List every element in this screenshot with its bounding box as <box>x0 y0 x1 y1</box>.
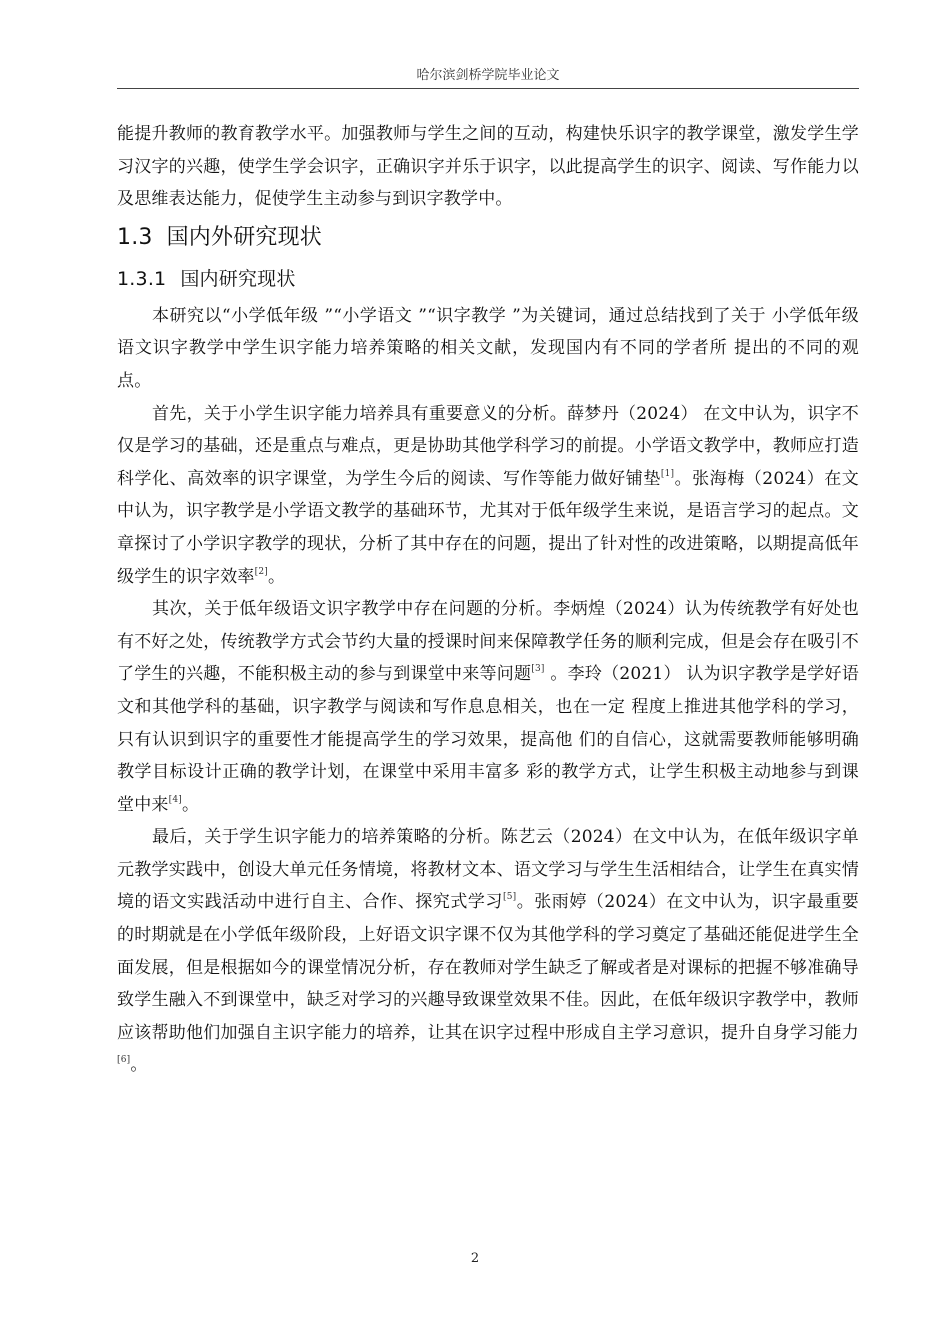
page-number: 2 <box>470 1251 480 1266</box>
paragraph-first-text-b: 。张海梅（2024）在文中认为，识字教学是小学语文教学的基础环节，尤其对于低年级学生来说，是语言学习的起点。文章探讨了小学识字教学的现状，分析了其中存在的问题，提出了针对性的改进策略，以期提高低年级学生的识字效率 <box>117 468 859 587</box>
page-body <box>117 118 859 1082</box>
header-rule <box>117 88 859 89</box>
paragraph-intro: 本研究以“小学低年级 ”“小学语文 ”“识字教学 ”为关键词，通过总结找到了关于 小学低年级语文识字教学中学生识字能力培养策略的相关文献，发现国内有不同的学者所 提出的不同的观点。 <box>117 305 859 391</box>
running-header: 哈尔滨剑桥学院毕业论文 <box>416 68 560 83</box>
section-title: 国内外研究现状 <box>166 224 322 250</box>
subsection-number: 1.3.1 <box>117 267 167 290</box>
citation-5: [5] <box>502 892 517 903</box>
section-heading-1-3 <box>117 220 859 256</box>
paragraph-final-text-a: 最后，关于学生识字能力的培养策略的分析。陈艺云（2024）在文中认为，在低年级识字单元教学实践中，创设大单元任务情境，将教材文本、语文学习与学生生活相结合，让学生在真实情境的语文实践活动中进行自主、合作、探究式学习 <box>117 827 859 913</box>
citation-1: [1] <box>660 468 675 479</box>
citation-3: [3] <box>531 664 545 675</box>
section-number: 1.3 <box>117 224 153 250</box>
citation-6: [6] <box>117 1055 131 1066</box>
paragraph-second-text-a: 其次，关于低年级语文识字教学中存在问题的分析。李炳煌（2024）认为传统教学有好处也有不好之处，传统教学方式会节约大量的授课时间来保障教学任务的顺利完成，但是会存在吸引不了学生的兴趣，不能积极主动的参与到课堂中来等问题 <box>117 599 859 685</box>
paragraph-first-text-c: 。 <box>267 566 286 587</box>
paragraph-first-text-a: 首先，关于小学生识字能力培养具有重要意义的分析。薛梦丹（2024） 在文中认为，识字不仅是学习的基础，还是重点与难点，更是协助其他学科学习的前提。小学语文教学中，教师应打造科学化、高效率的识字课堂，为学生今后的阅读、写作等能力做好铺垫 <box>117 403 860 489</box>
paragraph-second <box>117 593 859 821</box>
subsection-title: 国内研究现状 <box>180 267 296 290</box>
paragraph-first <box>117 398 859 594</box>
paragraph-second-text-c: 。 <box>181 794 200 815</box>
subsection-heading-1-3-1 <box>117 262 859 296</box>
paragraph-final-text-b: 。张雨婷（2024）在文中认为，识字最重要的时期就是在小学低年级阶段，上好语文识字课不仅为其他学科的学习奠定了基础还能促进学生全面发展，但是根据如今的课堂情况分析，存在教师对学生缺乏了解或者是对课标的把握不够准确导致学生融入不到课堂中，缺乏对学习的兴趣导致课堂效果不佳。因此，在低年级识字教学中，教师应该帮助他们加强自主识字能力的培养，让其在识字过程中形成自主学习意识，提升自身学习能力 <box>117 892 860 1043</box>
citation-2: [2] <box>254 566 268 577</box>
paragraph-final-text-c: 。 <box>130 1055 148 1076</box>
paragraph-final <box>117 821 859 1082</box>
paragraph-continuation: 能提升教师的教育教学水平。加强教师与学生之间的互动，构建快乐识字的教学课堂，激发学生学习汉字的兴趣，使学生学会识字，正确识字并乐于识字，以此提高学生的识字、阅读、写作能力以及思维表达能力，促使学生主动参与到识字教学中。 <box>117 124 859 210</box>
citation-4: [4] <box>168 794 182 805</box>
paragraph-second-text-b: 。李玲（2021） 认为识字教学是学好语文和其他学科的基础，识字教学与阅读和写作息息相关，也在一定 程度上推进其他学科的学习，只有认识到识字的重要性才能提高学生的学习效果，提高他 们的自信心，这就需要教师能够明确教学目标设计正确的教学计划，在课堂中采用丰富多 彩的教学方式，让学生积极主动地参与到课堂中来 <box>117 664 859 815</box>
